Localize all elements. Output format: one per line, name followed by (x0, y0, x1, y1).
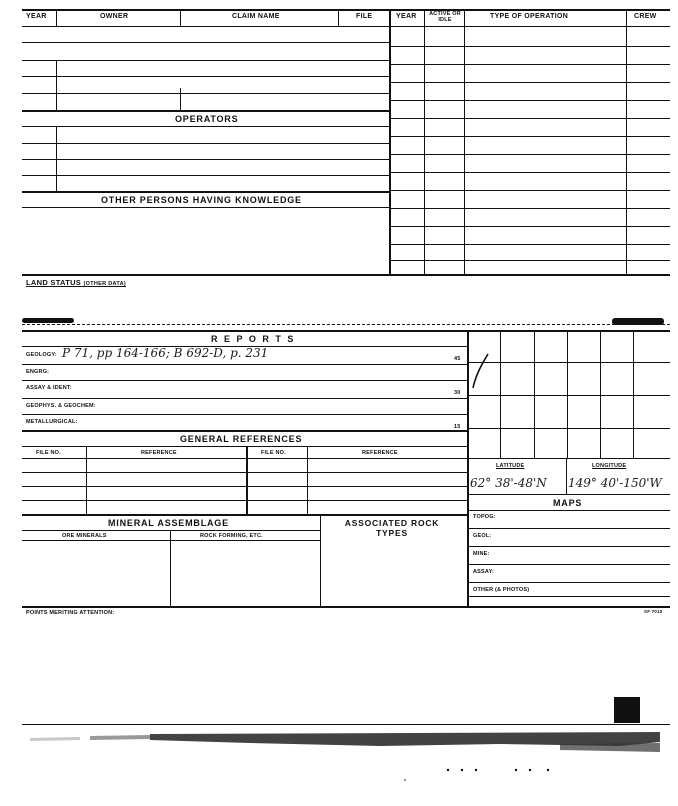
header-active-or-idle: ACTIVE OR IDLE (429, 11, 461, 23)
row-line (467, 596, 670, 597)
col-sep (86, 446, 87, 514)
other-persons-label: OTHER PERSONS HAVING KNOWLEDGE (101, 195, 302, 205)
row-line (22, 500, 467, 501)
row-line (467, 564, 670, 565)
row-line (22, 93, 389, 94)
latitude-value: 62° 38'-48'N (470, 476, 547, 490)
row-line (467, 494, 670, 495)
col-sep (56, 126, 57, 191)
sketch-mark (470, 352, 494, 392)
points-meriting-attention-label: POINTS MERITING ATTENTION: (26, 610, 115, 616)
section-line (22, 191, 389, 193)
row-line (22, 530, 320, 531)
row-line (22, 380, 467, 381)
row-line (389, 154, 670, 155)
history-top-border (22, 9, 670, 11)
header-year: YEAR (26, 13, 47, 20)
col-sep (180, 88, 181, 110)
row-line (389, 226, 670, 227)
header-file: FILE (356, 13, 373, 20)
header-year-2: YEAR (396, 13, 417, 20)
row-line (22, 76, 389, 77)
scan-noise (0, 724, 678, 784)
map-other: OTHER (& PHOTOS) (473, 587, 530, 593)
ore-minerals-label: ORE MINERALS (62, 533, 107, 539)
row-line (22, 458, 467, 459)
row-line (22, 414, 467, 415)
col-sep (56, 60, 57, 110)
row-line (467, 582, 670, 583)
grid-line (467, 362, 670, 363)
row-line (22, 175, 389, 176)
row-line (389, 208, 670, 209)
col-sep (56, 9, 57, 26)
grid-line (600, 330, 601, 458)
row-line (389, 244, 670, 245)
ink-stroke (22, 318, 74, 323)
row-line (22, 398, 467, 399)
row-line (22, 42, 389, 43)
row-line (22, 143, 389, 144)
gen-header-reference-2: REFERENCE (362, 450, 398, 456)
operators-label: OPERATORS (175, 114, 239, 124)
longitude-label: LONGITUDE (592, 463, 627, 469)
grid-line (467, 395, 670, 396)
scan-artifact-block (614, 697, 640, 723)
col-sep (320, 514, 321, 606)
col-sep (566, 458, 567, 494)
row-line (389, 118, 670, 119)
assay-label: ASSAY & IDENT: (26, 385, 72, 391)
row-line (22, 159, 389, 160)
maps-label: MAPS (553, 498, 583, 508)
grid-line (500, 330, 501, 458)
land-status-text: LAND STATUS (26, 278, 82, 287)
row-line (467, 510, 670, 511)
col-sep (626, 9, 627, 274)
row-number: 30 (454, 390, 461, 396)
rock-forming-label: ROCK FORMING, ETC. (200, 533, 263, 539)
general-references-label: GENERAL REFERENCES (180, 434, 303, 444)
dashed-line (22, 324, 670, 325)
row-line (389, 64, 670, 65)
reports-top-border (22, 330, 670, 332)
row-line (389, 190, 670, 191)
land-status-note: (OTHER DATA) (83, 281, 126, 287)
row-number: 45 (454, 356, 461, 362)
geology-label: GEOLOGY: (26, 352, 57, 358)
col-sep (180, 9, 181, 26)
section-line (22, 430, 467, 432)
mineral-assemblage-label: MINERAL ASSEMBLAGE (108, 518, 229, 528)
col-sep (424, 9, 425, 274)
header-claim-name: CLAIM NAME (232, 13, 280, 20)
row-line (22, 540, 320, 541)
row-line (22, 207, 389, 208)
row-line (22, 446, 467, 447)
col-sep (338, 9, 339, 26)
map-assay: ASSAY: (473, 569, 495, 575)
row-line (389, 136, 670, 137)
grid-line (467, 458, 670, 459)
row-line (389, 260, 670, 261)
gen-header-reference: REFERENCE (141, 450, 177, 456)
row-line (22, 472, 467, 473)
gen-header-file-no-2: FILE NO. (261, 450, 286, 456)
geophys-label: GEOPHYS. & GEOCHEM: (26, 403, 96, 409)
map-mine: MINE: (473, 551, 490, 557)
header-type-of-operation: TYPE OF OPERATION (490, 13, 569, 20)
geology-value: P 71, pp 164-166; B 692-D, p. 231 (62, 346, 269, 360)
main-divider (389, 9, 391, 274)
row-line (467, 546, 670, 547)
reports-bottom-border (22, 606, 670, 608)
grid-line (633, 330, 634, 458)
row-line (22, 60, 389, 61)
row-line (467, 528, 670, 529)
section-line (22, 514, 467, 516)
reports-title: R E P O R T S (211, 334, 296, 344)
row-line (389, 82, 670, 83)
row-line (389, 46, 670, 47)
map-topog: TOPOG: (473, 514, 496, 520)
grid-line (567, 330, 568, 458)
col-sep (307, 446, 308, 514)
row-number: 15 (454, 424, 461, 430)
history-header-bottom (22, 26, 670, 27)
row-line (22, 486, 467, 487)
row-line (389, 172, 670, 173)
history-bottom-border (22, 274, 670, 276)
row-line (22, 364, 467, 365)
associated-rock-types-label: ASSOCIATED ROCK TYPES (344, 518, 440, 538)
land-status-label (26, 278, 126, 287)
col-sep (170, 530, 171, 606)
row-line (389, 100, 670, 101)
grid-line (467, 428, 670, 429)
section-line (22, 110, 389, 112)
header-crew: CREW (634, 13, 657, 20)
col-sep (464, 9, 465, 274)
grid-line (534, 330, 535, 458)
longitude-value: 149° 40'-150'W (568, 476, 662, 490)
col-sep (246, 446, 248, 514)
form-number: SF 7010 (644, 609, 663, 614)
map-geol: GEOL: (473, 533, 492, 539)
header-owner: OWNER (100, 13, 129, 20)
engrg-label: ENGRG: (26, 369, 50, 375)
gen-header-file-no: FILE NO. (36, 450, 61, 456)
row-line (22, 126, 389, 127)
latitude-label: LATITUDE (496, 463, 525, 469)
metallurgical-label: METALLURGICAL: (26, 419, 78, 425)
